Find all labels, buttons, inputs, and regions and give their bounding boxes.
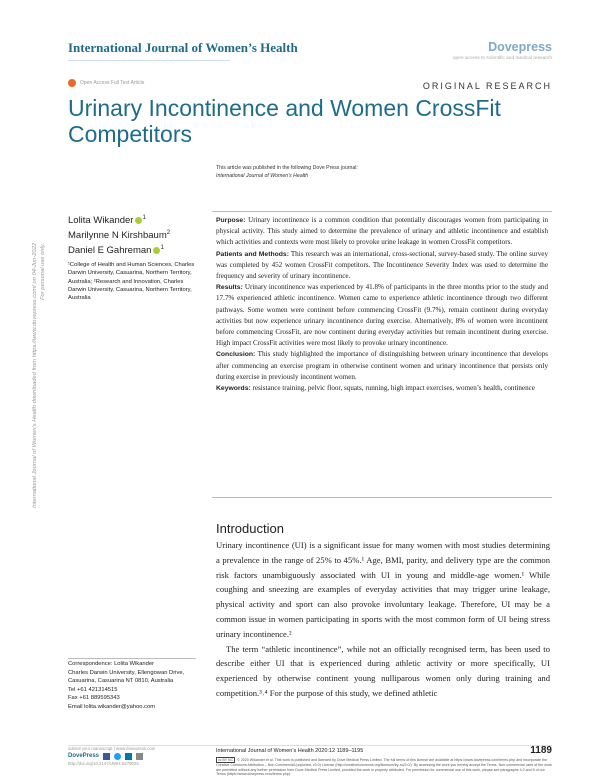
doi-link[interactable]: http://doi.org/10.2147/IJWH.S279025	[68, 761, 139, 766]
article-title: Urinary Incontinence and Women CrossFit Competitors	[68, 95, 501, 147]
author-affiliation-marker: 1	[142, 215, 146, 221]
abstract-label: Conclusion:	[216, 351, 256, 359]
abstract-text: This study highlighted the importance of distinguishing between urinary incontinence that develops after commencing an exercise program in otherwise continent women and urinary incontinence that persists only during exercise in previously incontinent women.	[216, 350, 548, 381]
abstract-text: resistance training, pelvic floor, squats, running, high impact exercises, women’s health, continence	[250, 384, 535, 393]
correspondence-email[interactable]: Email lolita.wikander@yahoo.com	[68, 703, 156, 710]
journal-name[interactable]: International Journal of Women’s Health	[68, 40, 298, 55]
publisher-logo[interactable]: Dovepress	[488, 40, 552, 54]
twitter-icon[interactable]	[114, 753, 121, 760]
abstract-text: Urinary incontinence is a common condition that potentially discourages women from participating in physical activity. This study aimed to determine the prevalence of urinary and athletic incontinence and establish which activities and contexts were most likely to provoke urine leakage in women CrossFit competitors.	[216, 216, 548, 247]
correspondence-tel: Tel +61 421314515	[68, 686, 118, 693]
correspondence-label: Correspondence: Lolita Wikander	[68, 661, 155, 667]
author-name[interactable]: Marilynne N Kirshbaum	[68, 230, 167, 242]
header-divider	[68, 60, 230, 61]
open-access-label: Open Access Full Text Article	[80, 80, 145, 86]
submit-manuscript-link[interactable]: submit your manuscript | www.dovepress.com	[68, 746, 156, 751]
section-heading-introduction: Introduction	[216, 521, 284, 536]
publication-note	[216, 164, 358, 180]
publication-note-journal: International Journal of Women’s Health	[216, 173, 309, 179]
publisher-tagline: open access to scientific and medical research	[452, 56, 552, 61]
correspondence-address: Charles Darwin University, Ellengowan Drive, Casuarina, Casuarina NT 0810, Australia	[68, 669, 185, 684]
personal-use-watermark: For personal use only.	[40, 243, 46, 300]
paragraph: The term “athletic incontinence”, while not an officially recognised term, has been used to describe either UI that is experienced during athletic activity or more specifically, UI experienced by otherwise continent young nulliparous women only during training and competition.³˒⁴ For the purpose of this study, we defined athletic	[216, 643, 550, 698]
open-access-badge	[68, 79, 144, 87]
correspondence-fax: Fax +61 889595343	[68, 695, 120, 701]
author-name[interactable]: Lolita Wikander	[68, 215, 134, 227]
abstract-conclusion	[216, 349, 548, 383]
footer-social	[68, 753, 213, 760]
footer-citation: International Journal of Women’s Health 2020:12 1189–1195	[216, 748, 364, 754]
author-list	[68, 212, 170, 257]
abstract-purpose	[216, 215, 548, 249]
author-item[interactable]	[68, 212, 170, 227]
abstract-text: Urinary incontinence was experienced by 41.8% of participants in the three months prior to the study and 17.7% experienced athletic incontinence. Women came to experience athletic incontinence through two different pathways. Some women were continent before commencing CrossFit (9.7%), remain continent during everyday activities but now experience urinary incontinence during exercise. Alternatively, 8% of women were incontinent before commencing CrossFit, are now continent during everyday activities but remain incontinent during exercise. High impact CrossFit activities were most likely to provoke urinary incontinence.	[216, 283, 548, 348]
page-number: 1189	[530, 745, 552, 756]
license-notice	[216, 757, 552, 777]
author-name[interactable]: Daniel E Gahreman	[68, 245, 152, 257]
footer-left	[68, 745, 213, 767]
abstract-label: Patients and Methods:	[216, 250, 289, 258]
facebook-icon[interactable]	[103, 753, 110, 760]
abstract-methods	[216, 249, 548, 283]
abstract	[216, 215, 548, 394]
correspondence-rule	[68, 658, 196, 659]
abstract-top-rule	[212, 211, 552, 212]
abstract-label: Results:	[216, 284, 243, 292]
abstract-label: Purpose:	[216, 217, 246, 224]
paragraph: Urinary incontinence (UI) is a significant issue for many women with most studies determining a prevalence in the range of 25% to 45%.¹ Age, BMI, parity, and delivery type are the common risk factors unambiguously associated with UI in young and middle-age women.¹ While coughing and sneezing are examples of everyday activities that may trigger urine leakage, physical activity and sport can also provoke involuntary leakage. Therefore, UI may be a common issue in women participating in sports with the most common form of UI being stress urinary incontinence.²	[216, 540, 550, 639]
abstract-label: Keywords:	[216, 385, 251, 393]
correspondence	[68, 660, 196, 711]
author-item[interactable]	[68, 227, 170, 242]
author-item[interactable]	[68, 242, 170, 257]
download-watermark: International Journal of Women’s Health downloaded from https://www.dovepress.com/ on 04-Jun-2022	[32, 242, 38, 508]
license-text: © 2020 Wikander et al. This work is published and licensed by Dove Medical Press Limited. The full terms of this license are available at https://www.dovepress.com/terms.php and incorporate the Creative Commons Attribution – Non Commercial (unported, v3.0) License (http://creativecommons.org/licenses/by-nc/3.0/). By accessing the work you hereby accept the Terms. Non-commercial uses of the work are permitted without any further permission from Dove Medical Press Limited, provided the work is properly attributed. For permission for commercial use of this work, please see paragraphs 4.2 and 5 of our Terms (https://www.dovepress.com/terms.php).	[216, 758, 552, 777]
dovepress-brand[interactable]: DovePress	[68, 753, 100, 759]
abstract-keywords	[216, 383, 548, 394]
abstract-bottom-rule	[212, 497, 552, 498]
author-affiliation-marker: 2	[166, 230, 171, 237]
publication-note-line: This article was published in the following Dove Press journal:	[216, 165, 358, 171]
article-type: ORIGINAL RESEARCH	[422, 81, 552, 91]
abstract-text: This research was an international, cross-sectional, survey-based study. The online survey was completed by 452 women CrossFit competitors. The Incontinence Severity Index was used to determine the frequency and severity of urinary incontinence.	[216, 249, 548, 281]
introduction-body	[216, 538, 550, 701]
abstract-results	[216, 282, 548, 349]
affiliations: ¹College of Health and Human Sciences, Charles Darwin University, Casuarina, Northern Territory, Australia; ²Research and Innovation, Charles Darwin University, Casuarina, Northern Territory, Australia	[68, 262, 195, 302]
open-access-icon	[68, 79, 76, 87]
share-icon[interactable]	[136, 753, 143, 760]
linkedin-icon[interactable]	[125, 753, 132, 760]
author-affiliation-marker: 1	[160, 245, 164, 252]
cc-license-icon[interactable]: cc BY NC	[218, 758, 234, 762]
